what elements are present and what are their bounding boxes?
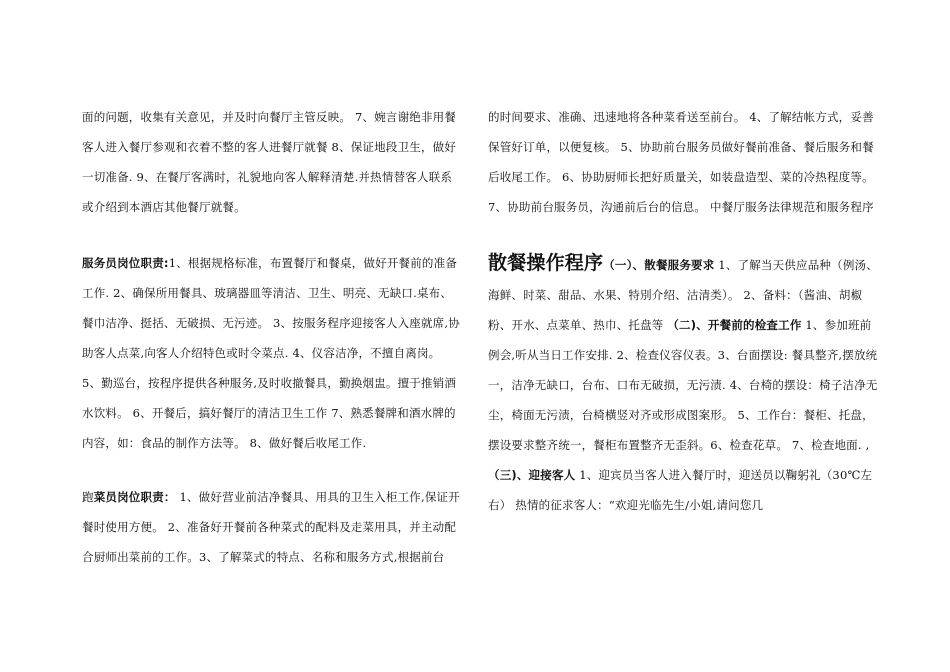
- subsection-3-text: 1、迎宾员当客人进入餐厅时，迎送员以鞠躬礼（30℃左右） 热情的征求客人：“欢迎光临先生/小姐,请问您几: [488, 468, 873, 512]
- subsection-2-label: （二)、开餐前的检查工作: [667, 318, 802, 332]
- right-paragraph-1: 的时间要求、准确、迅速地将各种菜肴送至前台。 4、了解结帐方式，妥善保管好订单，以便复核。 5、协助前台服务员做好餐前准备、餐后服务和餐后收尾工作。 6、协助厨师长把好质量关，如装盘造型、菜的冷热程度等。 7、协助前台服务员，沟通前后台的信息。 中餐厅服务法律规范和服务程序: [488, 110, 874, 214]
- subsection-2-text: 1、参加班前例会,听从当日工作安排. 2、检查仪容仪表。3、台面摆设: 餐具整齐,摆放统一，洁净无缺口，台布、口布无破损，无污渍. 4、台椅的摆设：椅子洁净无尘，椅面无污渍，台椅横竖对齐或形成图案形。 5、工作台：餐柜、托盘，摆设要求整齐统一，餐柜布置整齐无歪斜。6、检查花草。 7、检查地面. ,: [488, 318, 878, 452]
- subsection-3-label: （三)、迎接客人: [488, 468, 576, 482]
- waiter-duties-label: 服务员岗位职责:: [82, 256, 169, 270]
- subsection-1-label: （一）、散餐服务要求: [603, 258, 715, 272]
- right-column: [488, 102, 878, 520]
- runner-duties-label: 菜员岗位职责：: [93, 490, 176, 504]
- left-paragraph-1: 面的问题，收集有关意见，并及时向餐厅主管反映。 7、婉言谢绝非用餐客人进入餐厅参观和衣着不整的客人进餐厅就餐 8、保证地段卫生，做好一切准备. 9、在餐厅客满时，礼貌地向客人解释清楚.并热情替客人联系或介绍到本酒店其他餐厅就餐。: [82, 110, 457, 214]
- waiter-duties-paragraph: [82, 248, 462, 458]
- left-column: [82, 102, 462, 572]
- runner-duties-paragraph: [82, 482, 462, 572]
- procedure-section: [488, 248, 878, 520]
- section-title: 散餐操作程序: [488, 252, 604, 274]
- runner-duties-prefix: 跑: [82, 490, 94, 504]
- waiter-duties-text: 1、根据规格标准，布置餐厅和餐桌，做好开餐前的准备工作. 2、确保所用餐具、玻璃器皿等清洁、卫生、明亮、无缺口.桌布、餐巾洁净、挺括、无破损、无污迹。 3、按服务程序迎接客人入座就席,协助客人点菜,向客人介绍特色或时令菜点. 4、仪容洁净，不擅自离岗。 5、勤巡台，按程序提供各种服务,及时收撤餐具，勤换烟盅。擅于推销酒水饮料。 6、开餐后，搞好餐厅的清洁卫生工作 7、熟悉餐牌和酒水牌的内容，如：食品的制作方法等。 8、做好餐后收尾工作.: [82, 256, 460, 450]
- runner-duties-text: 1、做好营业前洁净餐具、用具的卫生入柜工作,保证开餐时使用方便。 2、准备好开餐前各种菜式的配料及走菜用具，并主动配合厨师出菜前的工作。3、了解菜式的特点、名称和服务方式,根据前台: [82, 490, 460, 564]
- subsection-1-text: 1、了解当天供应品种（例汤、海鲜、时菜、甜品、水果、特別介绍、沽清类）。 2、备料：（酱油、胡椒粉、开水、点菜单、热巾、托盘等: [488, 258, 878, 332]
